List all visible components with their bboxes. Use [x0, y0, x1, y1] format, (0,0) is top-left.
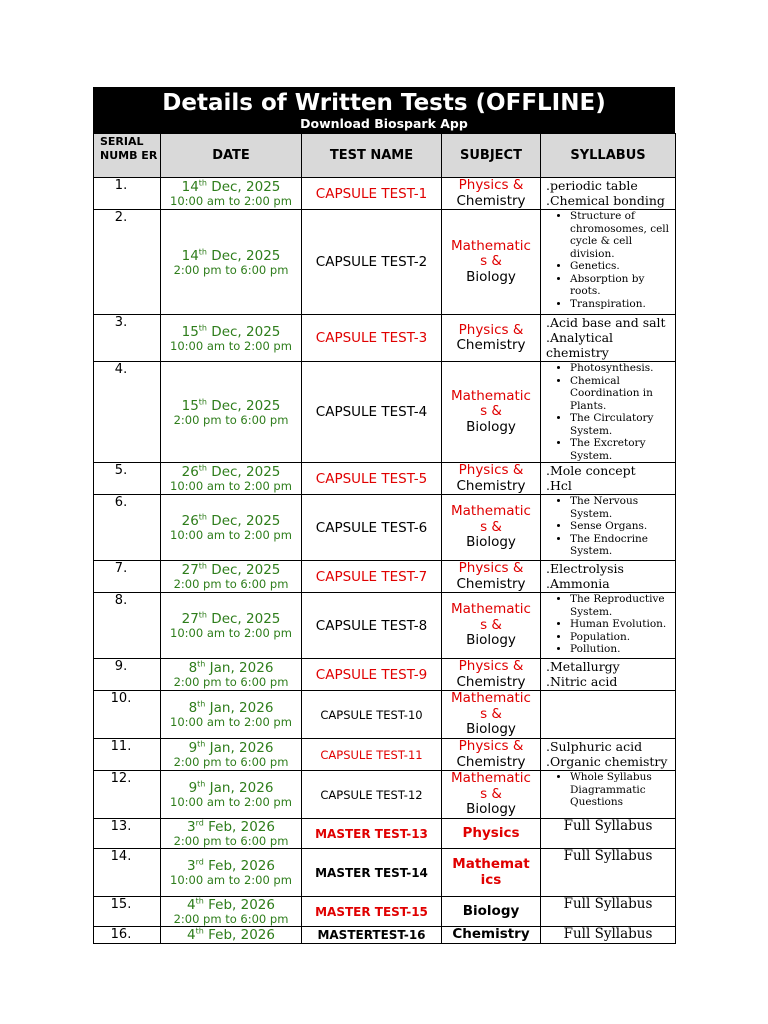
date-time: 2:00 pm to 6:00 pm: [173, 755, 289, 769]
schedule-document: [93, 87, 675, 944]
date-day: 3: [187, 858, 196, 874]
test-name: CAPSULE TEST-10: [302, 691, 442, 739]
date-month-year: Feb, 2026: [203, 897, 275, 913]
test-name: CAPSULE TEST-9: [302, 659, 442, 691]
syllabus-line: .Mole concept: [546, 463, 636, 478]
date-time: 10:00 am to 2:00 pm: [170, 194, 292, 208]
date-main: [161, 248, 301, 264]
syllabus-cell: [541, 495, 676, 561]
test-name: CAPSULE TEST-2: [302, 210, 442, 315]
syllabus-cell: [541, 819, 676, 849]
serial-number: 12.: [94, 771, 161, 819]
subject-cell: [442, 739, 541, 771]
table-row: [94, 659, 676, 691]
date-month-year: Jan, 2026: [205, 740, 274, 756]
syllabus-cell: [541, 927, 676, 944]
test-name: CAPSULE TEST-1: [302, 178, 442, 210]
table-row: [94, 178, 676, 210]
syllabus-cell: [541, 771, 676, 819]
subject-line-2: Biology: [466, 418, 516, 435]
subject-cell: [442, 659, 541, 691]
syllabus-bullet: • Pollution.: [570, 643, 675, 656]
date-cell: [161, 739, 302, 771]
date-day: 27: [181, 562, 199, 578]
subject-line-1b: s &: [480, 518, 502, 535]
date-day: 8: [188, 700, 198, 716]
syllabus-bullet: • Structure of chromosomes, cell cycle & cell division.: [570, 210, 675, 260]
date-day: 3: [187, 819, 196, 835]
syllabus-full: Full Syllabus: [563, 848, 653, 864]
date-day: 15: [181, 323, 199, 340]
subject-cell: [442, 819, 541, 849]
date-main: [161, 858, 301, 874]
date-suffix: th: [198, 397, 208, 406]
date-month-year: Feb, 2026: [203, 927, 275, 943]
table-row: [94, 362, 676, 463]
date-month-year: Dec, 2025: [207, 247, 281, 264]
subject-cell: [442, 495, 541, 561]
syllabus-bullet: • The Endocrine System.: [570, 533, 675, 558]
subject-line-1: Mathematic: [451, 690, 531, 707]
date-main: [161, 819, 301, 835]
table-row: [94, 849, 676, 897]
syllabus-bullet: • The Reproductive System.: [570, 593, 675, 618]
date-day: 9: [188, 780, 198, 796]
subject-line-1b: s &: [480, 253, 502, 270]
date-time: 10:00 am to 2:00 pm: [170, 338, 292, 353]
syllabus-line: .Nitric acid: [546, 674, 618, 689]
subject-line-1b: s &: [480, 705, 502, 722]
date-main: [161, 324, 301, 340]
subject-cell: [442, 593, 541, 659]
test-name: CAPSULE TEST-12: [302, 771, 442, 819]
subject-cell: [442, 178, 541, 210]
date-main: [161, 398, 301, 414]
date-cell: [161, 897, 302, 927]
subject-line-1: Physics &: [458, 177, 524, 193]
subject-text-cont: ics: [480, 871, 502, 888]
date-cell: [161, 210, 302, 315]
syllabus-bullet: • Genetics.: [570, 260, 675, 273]
header-date: DATE: [161, 134, 302, 178]
syllabus-cell: [541, 691, 676, 739]
schedule-table: [93, 133, 676, 944]
serial-number: 8.: [94, 593, 161, 659]
serial-number: 14.: [94, 849, 161, 897]
subject-cell: [442, 561, 541, 593]
syllabus-cell: [541, 178, 676, 210]
syllabus-line: .Metallurgy: [546, 659, 620, 674]
syllabus-line: .Organic chemistry: [546, 754, 668, 769]
date-suffix: th: [198, 512, 208, 522]
syllabus-line: .Ammonia: [546, 576, 610, 591]
syllabus-full: Full Syllabus: [563, 896, 653, 912]
subject-line-1: Mathematic: [451, 601, 531, 618]
test-name: CAPSULE TEST-8: [302, 593, 442, 659]
date-day: 26: [181, 464, 199, 480]
serial-number: 16.: [94, 927, 161, 944]
syllabus-line: .Acid base and salt: [546, 315, 666, 330]
date-month-year: Jan, 2026: [205, 780, 274, 796]
date-time: 10:00 am to 2:00 pm: [170, 873, 292, 887]
syllabus-cell: [541, 897, 676, 927]
date-suffix: th: [195, 896, 204, 906]
subject-line-1b: s &: [480, 616, 502, 633]
subject-cell: [442, 771, 541, 819]
syllabus-bullet: • Chemical Coordination in Plants.: [570, 375, 675, 413]
subject-line-1: Physics &: [458, 462, 524, 478]
date-month-year: Feb, 2026: [203, 819, 275, 835]
syllabus-cell: [541, 659, 676, 691]
subject-line-2: Chemistry: [456, 753, 526, 770]
subject-line-1: Mathematic: [451, 770, 531, 787]
test-name: CAPSULE TEST-4: [302, 362, 442, 463]
date-suffix: rd: [195, 818, 204, 828]
serial-number: 4.: [94, 362, 161, 463]
syllabus-line: .Analytical chemistry: [546, 330, 614, 360]
syllabus-bullet: • Sense Organs.: [570, 520, 675, 533]
syllabus-bullet: • Absorption by roots.: [570, 273, 675, 298]
syllabus-bullet: • Human Evolution.: [570, 618, 675, 631]
date-cell: [161, 362, 302, 463]
syllabus-line: .Sulphuric acid: [546, 739, 643, 754]
date-cell: [161, 691, 302, 739]
syllabus-full: Full Syllabus: [563, 818, 653, 834]
date-time: 2:00 pm to 6:00 pm: [173, 412, 289, 427]
date-time: 10:00 am to 2:00 pm: [170, 479, 292, 493]
subject-line-2: Chemistry: [456, 337, 526, 353]
syllabus-cell: [541, 362, 676, 463]
date-cell: [161, 495, 302, 561]
date-day: 4: [187, 927, 196, 943]
date-day: 4: [187, 897, 196, 913]
date-suffix: th: [197, 659, 206, 669]
syllabus-cell: [541, 739, 676, 771]
syllabus-bullet: • The Excretory System.: [570, 437, 675, 462]
serial-number: 6.: [94, 495, 161, 561]
date-month-year: Feb, 2026: [203, 858, 275, 874]
serial-number: 5.: [94, 463, 161, 495]
syllabus-line: .Hcl: [546, 478, 572, 493]
subject-line-1: Mathematic: [451, 387, 531, 404]
serial-number: 9.: [94, 659, 161, 691]
date-time: 2:00 pm to 6:00 pm: [173, 262, 289, 277]
test-name: CAPSULE TEST-11: [302, 739, 442, 771]
date-suffix: th: [195, 926, 204, 936]
syllabus-full: Full Syllabus: [563, 926, 653, 942]
date-time: 10:00 am to 2:00 pm: [170, 528, 292, 542]
test-name: CAPSULE TEST-7: [302, 561, 442, 593]
subject-line-2: Biology: [466, 534, 516, 551]
date-cell: [161, 819, 302, 849]
syllabus-bullet-list: [546, 771, 675, 809]
date-main: [161, 780, 301, 796]
subject-cell: [442, 210, 541, 315]
test-name: CAPSULE TEST-5: [302, 463, 442, 495]
syllabus-cell: [541, 315, 676, 362]
syllabus-line: .periodic table: [546, 178, 638, 193]
date-time: 10:00 am to 2:00 pm: [170, 795, 292, 809]
subject-cell: [442, 463, 541, 495]
table-row: [94, 210, 676, 315]
subject-line-1: Mathematic: [451, 503, 531, 520]
subject-line-1: Physics &: [458, 560, 524, 576]
subject-line-2: Biology: [466, 632, 516, 649]
date-main: [161, 513, 301, 529]
subject-line-1: Physics &: [458, 738, 524, 754]
date-cell: [161, 561, 302, 593]
syllabus-bullet: • Transpiration.: [570, 298, 675, 311]
table-row: [94, 561, 676, 593]
table-row: [94, 927, 676, 944]
date-main: [161, 660, 301, 676]
date-suffix: th: [197, 779, 206, 789]
test-name: MASTER TEST-13: [302, 819, 442, 849]
date-suffix: rd: [195, 857, 204, 867]
serial-number: 3.: [94, 315, 161, 362]
date-suffix: th: [198, 463, 208, 473]
date-cell: [161, 771, 302, 819]
subject-line-2: Biology: [466, 721, 516, 738]
table-row: [94, 691, 676, 739]
subject-cell: [442, 691, 541, 739]
date-day: 26: [181, 513, 199, 529]
subject-line-1: Physics &: [458, 658, 524, 674]
subject-line-2: Biology: [466, 268, 516, 285]
date-month-year: Dec, 2025: [207, 179, 281, 195]
page-subtitle: Download Biospark App: [300, 116, 468, 131]
date-month-year: Jan, 2026: [205, 660, 274, 676]
header-serial: SERIAL NUMB ER: [94, 134, 161, 178]
date-cell: [161, 178, 302, 210]
date-suffix: th: [198, 247, 208, 256]
subject-line-2: Biology: [466, 801, 516, 818]
table-row: [94, 897, 676, 927]
date-main: [161, 562, 301, 578]
date-day: 14: [181, 247, 199, 264]
date-suffix: th: [198, 178, 208, 188]
serial-number: 2.: [94, 210, 161, 315]
date-time: 2:00 pm to 6:00 pm: [173, 834, 289, 848]
table-row: [94, 739, 676, 771]
date-cell: [161, 927, 302, 944]
syllabus-bullet: • Photosynthesis.: [570, 362, 675, 375]
date-time: 2:00 pm to 6:00 pm: [173, 912, 289, 926]
date-time: 10:00 am to 2:00 pm: [170, 626, 292, 640]
header-subject: SUBJECT: [442, 134, 541, 178]
syllabus-cell: [541, 463, 676, 495]
date-cell: [161, 659, 302, 691]
test-name: CAPSULE TEST-6: [302, 495, 442, 561]
syllabus-bullet: • The Circulatory System.: [570, 412, 675, 437]
date-day: 9: [188, 740, 198, 756]
table-row: [94, 593, 676, 659]
date-day: 14: [181, 179, 199, 195]
subject-text: Mathemat: [452, 856, 530, 872]
serial-number: 11.: [94, 739, 161, 771]
subject-text: Chemistry: [452, 926, 530, 943]
serial-number: 15.: [94, 897, 161, 927]
subject-line-1b: s &: [480, 785, 502, 802]
date-month-year: Dec, 2025: [207, 397, 281, 414]
syllabus-line: .Electrolysis: [546, 561, 624, 576]
date-main: [161, 611, 301, 627]
date-day: 15: [181, 397, 199, 414]
serial-number: 1.: [94, 178, 161, 210]
title-banner: [93, 87, 675, 133]
table-row: [94, 495, 676, 561]
date-day: 27: [181, 611, 199, 627]
subject-text: Biology: [462, 902, 520, 919]
header-row: [94, 134, 676, 178]
date-main: [161, 897, 301, 913]
subject-text: Physics: [462, 824, 520, 841]
subject-cell: [442, 315, 541, 362]
syllabus-bullet-list: [546, 593, 675, 656]
date-main: [161, 927, 301, 943]
table-body: [94, 178, 676, 944]
subject-cell: [442, 927, 541, 944]
subject-line-2: Chemistry: [456, 477, 526, 494]
syllabus-bullet-list: [546, 495, 675, 558]
syllabus-cell: [541, 849, 676, 897]
syllabus-bullet: • Population.: [570, 631, 675, 644]
page-title: Details of Written Tests (OFFLINE): [162, 90, 606, 116]
date-time: 10:00 am to 2:00 pm: [170, 715, 292, 729]
date-main: [161, 700, 301, 716]
date-month-year: Dec, 2025: [207, 323, 281, 340]
date-month-year: Dec, 2025: [207, 464, 281, 480]
subject-line-2: Chemistry: [456, 575, 526, 592]
date-suffix: th: [197, 739, 206, 749]
date-suffix: th: [197, 699, 206, 709]
date-month-year: Jan, 2026: [205, 700, 274, 716]
date-main: [161, 464, 301, 480]
date-day: 8: [188, 660, 198, 676]
serial-number: 7.: [94, 561, 161, 593]
date-cell: [161, 593, 302, 659]
date-time: 2:00 pm to 6:00 pm: [173, 577, 289, 591]
subject-cell: [442, 897, 541, 927]
date-month-year: Dec, 2025: [207, 562, 281, 578]
date-month-year: Dec, 2025: [207, 513, 281, 529]
date-cell: [161, 463, 302, 495]
table-row: [94, 771, 676, 819]
syllabus-bullet-list: [546, 210, 675, 310]
date-month-year: Dec, 2025: [207, 611, 281, 627]
syllabus-cell: [541, 593, 676, 659]
date-cell: [161, 849, 302, 897]
table-row: [94, 463, 676, 495]
date-suffix: th: [198, 561, 208, 571]
date-suffix: th: [198, 323, 208, 332]
subject-cell: [442, 849, 541, 897]
syllabus-cell: [541, 210, 676, 315]
header-test-name: TEST NAME: [302, 134, 442, 178]
serial-number: 13.: [94, 819, 161, 849]
table-row: [94, 819, 676, 849]
test-name: MASTER TEST-15: [302, 897, 442, 927]
test-name: MASTER TEST-14: [302, 849, 442, 897]
test-name: CAPSULE TEST-3: [302, 315, 442, 362]
subject-line-2: Chemistry: [456, 673, 526, 690]
syllabus-cell: [541, 561, 676, 593]
subject-cell: [442, 362, 541, 463]
date-main: [161, 740, 301, 756]
syllabus-bullet: • The Nervous System.: [570, 495, 675, 520]
date-cell: [161, 315, 302, 362]
syllabus-line: .Chemical bonding: [546, 193, 665, 208]
table-row: [94, 315, 676, 362]
header-syllabus: SYLLABUS: [541, 134, 676, 178]
subject-line-1: Mathematic: [451, 237, 531, 254]
syllabus-bullet-list: [546, 362, 675, 462]
syllabus-bullet: • Whole Syllabus Diagrammatic Questions: [570, 771, 675, 809]
subject-line-1b: s &: [480, 403, 502, 420]
test-name: MASTERTEST-16: [302, 927, 442, 944]
serial-number: 10.: [94, 691, 161, 739]
subject-line-2: Chemistry: [456, 192, 526, 209]
subject-line-1: Physics &: [458, 321, 524, 338]
date-suffix: th: [198, 610, 208, 620]
date-time: 2:00 pm to 6:00 pm: [173, 675, 289, 689]
date-main: [161, 179, 301, 195]
